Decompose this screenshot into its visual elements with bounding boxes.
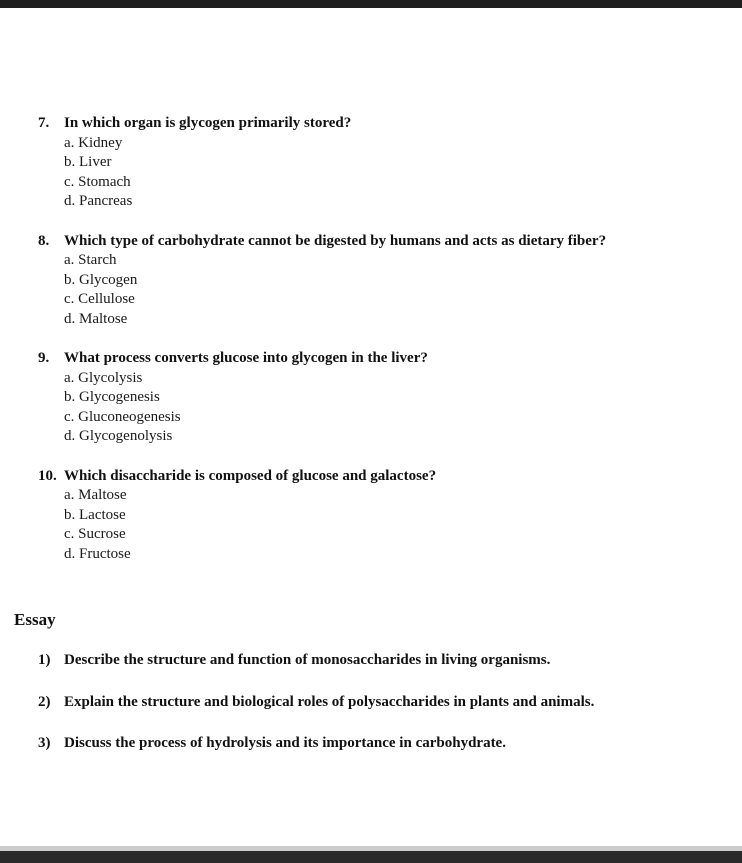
answer-option: b. Liver xyxy=(64,154,112,170)
multiple-choice-section xyxy=(14,114,702,564)
question-number: 2) xyxy=(38,693,51,710)
question-block-7 xyxy=(38,114,702,212)
essay-question-3 xyxy=(38,734,702,754)
answer-option: c. Stomach xyxy=(64,173,131,190)
answer-option: a. Glycolysis xyxy=(64,369,143,386)
answer-option: a. Maltose xyxy=(64,487,127,503)
essay-question-2 xyxy=(38,693,702,713)
answer-option: b. Glycogen xyxy=(64,271,138,288)
answer-option: c. Gluconeogenesis xyxy=(64,408,181,425)
question-number: 8. xyxy=(38,232,50,249)
answer-option: d. Glycogenolysis xyxy=(64,428,173,444)
question-number: 10. xyxy=(38,467,57,484)
question-block-9 xyxy=(38,349,702,447)
question-text: Which disaccharide is composed of glucose and galactose? xyxy=(64,467,437,484)
answer-option: d. Fructose xyxy=(64,545,131,562)
question-number: 9. xyxy=(38,350,50,366)
window-top-edge xyxy=(0,0,742,8)
answer-option: d. Maltose xyxy=(64,310,128,327)
question-text: Which type of carbohydrate cannot be digested by humans and acts as dietary fiber? xyxy=(64,232,607,249)
document-page xyxy=(0,8,742,846)
question-number: 3) xyxy=(38,735,51,751)
essay-section xyxy=(14,651,702,754)
window-bottom-edge xyxy=(0,851,742,863)
essay-heading: Essay xyxy=(14,610,56,629)
answer-option: c. Sucrose xyxy=(64,526,126,542)
question-text: In which organ is glycogen primarily stored? xyxy=(64,115,352,131)
answer-option: b. Glycogenesis xyxy=(64,389,160,405)
answer-option: a. Kidney xyxy=(64,134,123,151)
question-text: Describe the structure and function of monosaccharides in living organisms. xyxy=(64,652,551,668)
essay-question-1 xyxy=(38,651,702,671)
answer-option: a. Starch xyxy=(64,252,117,268)
answer-option: c. Cellulose xyxy=(64,291,135,307)
question-number: 7. xyxy=(38,115,50,131)
question-block-8 xyxy=(38,232,702,330)
question-block-10 xyxy=(38,467,702,565)
question-number: 1) xyxy=(38,652,51,668)
answer-option: d. Pancreas xyxy=(64,193,133,209)
question-text: Explain the structure and biological roles of polysaccharides in plants and animals. xyxy=(64,693,595,710)
question-text: Discuss the process of hydrolysis and its importance in carbohydrate. xyxy=(64,735,506,751)
question-text: What process converts glucose into glycogen in the liver? xyxy=(64,350,428,366)
answer-option: b. Lactose xyxy=(64,506,126,523)
